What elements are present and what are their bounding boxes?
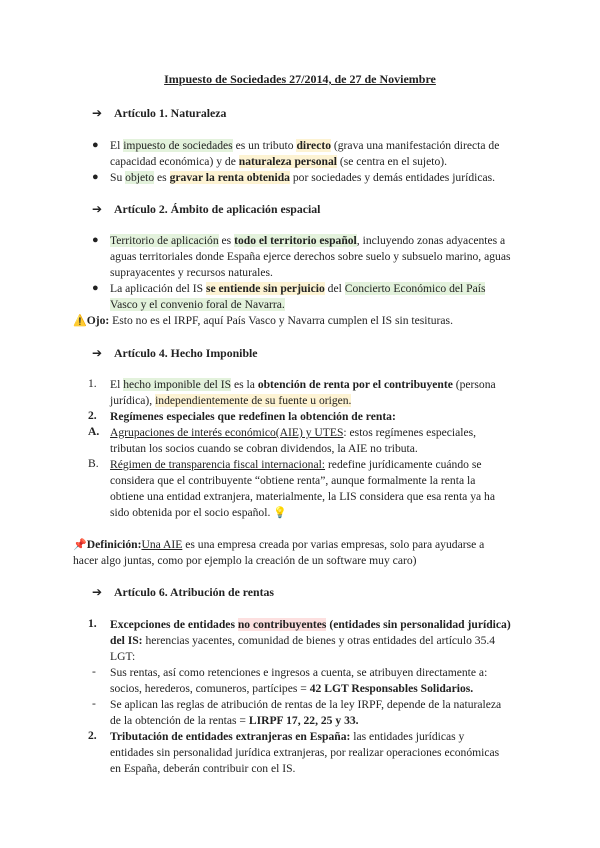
text: El [110, 378, 124, 391]
text: es una empresa creada por varias empresas, solo para ayudarse a [182, 538, 485, 551]
text: redefine jurídicamente cuándo se [325, 458, 482, 471]
text: es [154, 171, 170, 184]
list-dash: - [92, 697, 96, 710]
ojo-note [73, 313, 453, 329]
art2-bullet2-line1 [110, 281, 485, 296]
list-letter: B. [88, 457, 99, 470]
text: El [110, 139, 124, 152]
text: : estos regímenes especiales, [343, 426, 477, 439]
art1-bullet2 [110, 170, 495, 185]
bold-text: obtención de renta por el contribuyente [257, 378, 453, 391]
highlight-green: Territorio de aplicación [110, 234, 219, 247]
text: (grava una manifestación directa de [331, 139, 500, 152]
art4-item1-line1 [110, 377, 496, 392]
text: Su [110, 171, 126, 184]
text: La aplicación del IS [110, 282, 206, 295]
text: de la obtención de la rentas = [110, 714, 249, 727]
art4-itemB-line4 [110, 505, 287, 521]
art6-item2-line2: entidades sin personalidad jurídica extranjeras, por realizar operaciones económicas [110, 746, 500, 759]
art6-item1-line1 [110, 617, 511, 632]
highlight-green: impuesto de sociedades [123, 139, 233, 152]
bold-text: Tributación de entidades extranjeras en España: [110, 730, 351, 743]
document-title: Impuesto de Sociedades 27/2014, de 27 de Noviembre [164, 72, 436, 86]
art4-itemB-line1 [110, 457, 482, 472]
heading-art6 [92, 585, 274, 600]
highlight-yellow-bold: se entiende sin perjuicio [205, 282, 325, 295]
text: jurídica), [110, 394, 156, 407]
list-number: 2. [88, 729, 97, 742]
heading-art4-text: Artículo 4. Hecho Imponible [114, 346, 258, 360]
text: herencias yacentes, comunidad de bienes y otras entidades del artículo 35.4 [142, 634, 496, 647]
art2-bullet1-line1 [110, 233, 505, 248]
art6-dash1-line2 [110, 681, 473, 696]
text: (se centra en el sujeto). [336, 155, 448, 168]
highlight-green: objeto [125, 171, 155, 184]
art6-item2-line1 [110, 729, 464, 744]
art4-itemB-line2: considera que el contribuyente “obtiene renta”, aunque formalmente la renta la [110, 474, 476, 487]
art2-bullet2-line2 [110, 297, 285, 312]
arrow-icon: ➔ [92, 202, 102, 216]
highlight-yellow-bold: gravar la renta obtenida [169, 171, 290, 184]
art6-dash2-line1: Se aplican las reglas de atribución de rentas de la ley IRPF, depende de la naturaleza [110, 698, 502, 711]
highlight-yellow: independientemente de su fuente u origen. [155, 394, 352, 407]
highlight-green: Vasco y el convenio foral de Navarra. [110, 298, 285, 311]
bold-text: Excepciones de entidades [110, 618, 238, 631]
underlined-text: Agrupaciones de interés económico(AIE) y UTES [110, 426, 344, 439]
heading-art2 [92, 202, 320, 217]
list-dash: - [92, 665, 96, 678]
heading-art1-text: Artículo 1. Naturaleza [114, 106, 227, 120]
text: socios, herederos, comuneros, partícipes = [110, 682, 310, 695]
text: capacidad económica) y de [110, 155, 239, 168]
bold-text: LIRPF 17, 22, 25 y 33. [248, 714, 359, 727]
bullet-icon: ● [92, 282, 99, 294]
art6-dash2-line2 [110, 713, 359, 728]
art2-bullet1-line2: aguas territoriales donde España ejerce derechos sobre suelo y subsuelo marino, aguas [110, 250, 511, 263]
bullet-icon: ● [92, 234, 99, 246]
ojo-text: Esto no es el IRPF, aquí País Vasco y Navarra cumplen el IS sin tesituras. [109, 314, 453, 327]
art4-item1-line2 [110, 393, 351, 408]
bullet-icon: ● [92, 171, 99, 183]
lightbulb-icon: 💡 [273, 507, 287, 519]
bullet-icon: ● [92, 139, 99, 151]
text: , incluyendo zonas adyacentes a [356, 234, 506, 247]
heading-art1 [92, 106, 226, 121]
text: es la [231, 378, 258, 391]
art4-itemA-line1 [110, 425, 476, 440]
list-number: 2. [88, 409, 97, 422]
art4-itemB-line3: obtiene una entidad extranjera, materialmente, la LIS considera que esa renta ya ha [110, 490, 495, 503]
art1-bullet1-line2 [110, 154, 447, 169]
text: (persona [452, 378, 496, 391]
bold-text: 42 LGT Responsables Solidarios. [309, 682, 474, 695]
heading-art2-text: Artículo 2. Ámbito de aplicación espacial [114, 202, 321, 216]
warning-icon: ⚠️ [73, 315, 87, 327]
list-number: 1. [88, 377, 97, 390]
art6-item1-line2 [110, 633, 495, 648]
text: es un tributo [232, 139, 297, 152]
highlight-green: Concierto Económico del País [344, 282, 486, 295]
underlined-text: Régimen de transparencia fiscal internacional: [110, 458, 326, 471]
arrow-icon: ➔ [92, 585, 102, 599]
arrow-icon: ➔ [92, 106, 102, 120]
heading-art4 [92, 346, 258, 361]
highlight-yellow-bold: directo [296, 139, 331, 152]
art6-item2-line3: en España, deberán contribuir con el IS. [110, 762, 296, 775]
text: las entidades jurídicas y [350, 730, 465, 743]
underlined-text: Una AIE [141, 538, 183, 551]
heading-art6-text: Artículo 6. Atribución de rentas [114, 585, 275, 599]
definition-line2: hacer algo juntas, como por ejemplo la creación de un software muy caro) [73, 554, 417, 567]
list-letter: A. [88, 425, 100, 438]
highlight-red-bold: no contribuyentes [237, 618, 327, 631]
ojo-label: Ojo: [86, 314, 110, 327]
highlight-yellow-bold: naturaleza personal [238, 155, 337, 168]
highlight-green-bold: todo el territorio español [234, 234, 357, 247]
art4-item2: Regímenes especiales que redefinen la obtención de renta: [110, 410, 396, 423]
bold-text: del IS: [110, 634, 143, 647]
art6-item1-line3: LGT: [110, 650, 136, 663]
pushpin-icon: 📌 [73, 539, 87, 551]
text: es [218, 234, 235, 247]
definition-label: Definición: [86, 538, 142, 551]
art2-bullet1-line3: suprayacentes y recursos naturales. [110, 266, 273, 279]
bold-text: (entidades sin personalidad jurídica) [326, 618, 511, 631]
list-number: 1. [88, 617, 97, 630]
text: sido obtenida por el socio español. [110, 506, 274, 519]
definition-line1 [73, 537, 484, 553]
art4-itemA-line2: tributan los socios cuando se cobran dividendos, la AIE no tributa. [110, 442, 418, 455]
arrow-icon: ➔ [92, 346, 102, 360]
art1-bullet1-line1 [110, 138, 499, 153]
highlight-green: hecho imponible del IS [123, 378, 232, 391]
text: por sociedades y demás entidades jurídicas. [289, 171, 496, 184]
text: del [324, 282, 345, 295]
art6-dash1-line1: Sus rentas, así como retenciones e ingresos a cuenta, se atribuyen directamente a: [110, 666, 488, 679]
